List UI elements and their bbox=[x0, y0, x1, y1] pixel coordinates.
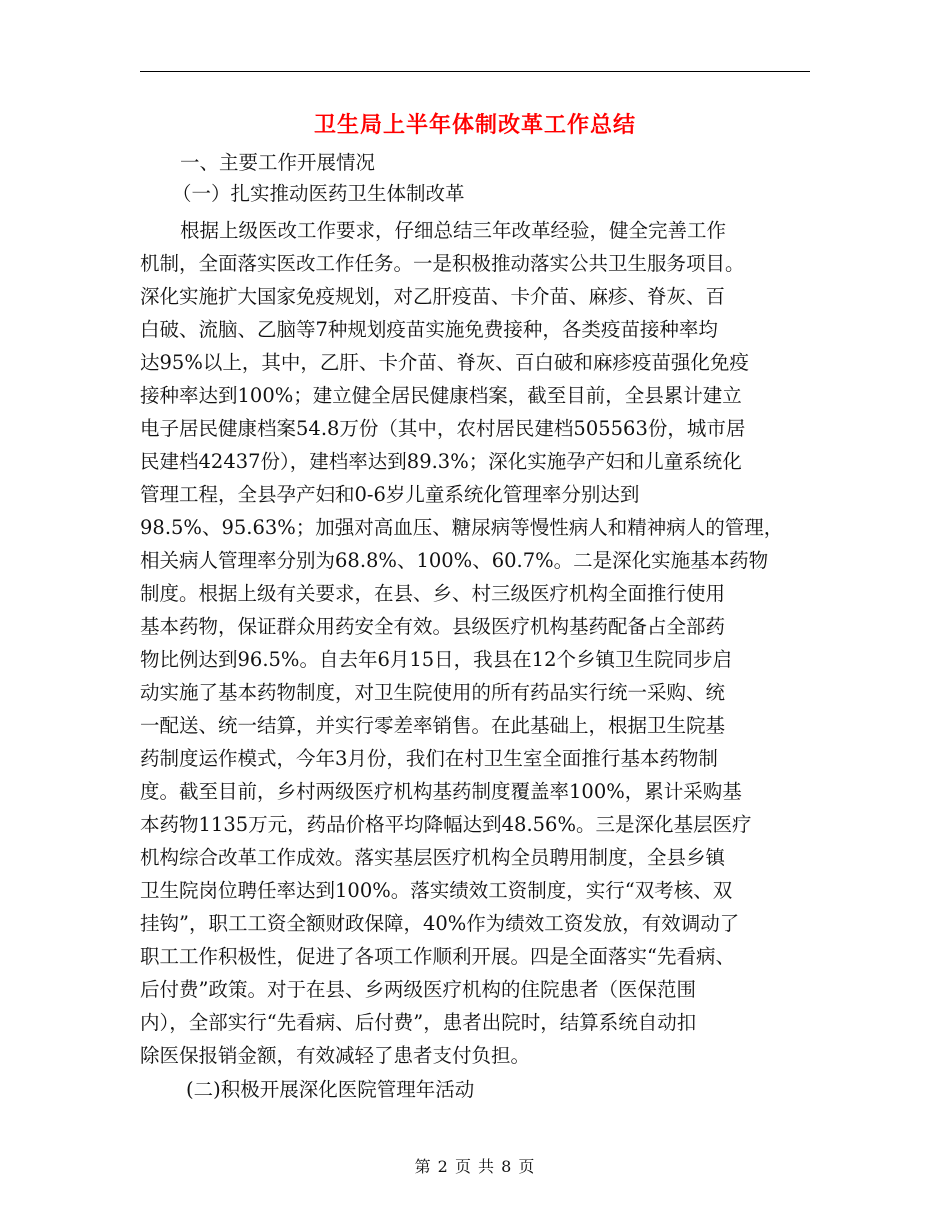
paragraph-line: 卫生院岗位聘任率达到100%。落实绩效工资制度，实行“双考核、双 bbox=[140, 879, 733, 902]
paragraph-line: 根据上级医改工作要求，仔细总结三年改革经验，健全完善工作 bbox=[180, 219, 727, 242]
subsection-heading-2: (二)积极开展深化医院管理年活动 bbox=[186, 1078, 475, 1101]
paragraph-line: 98.5%、95.63%；加强对高血压、糖尿病等慢性病人和精神病人的管理， bbox=[140, 516, 784, 539]
paragraph-line: 挂钩”，职工工资全额财政保障，40%作为绩效工资发放，有效调动了 bbox=[140, 912, 740, 935]
paragraph-line: 内），全部实行“先看病、后付费”，患者出院时，结算系统自动扣 bbox=[140, 1011, 697, 1034]
paragraph-line: 深化实施扩大国家免疫规划，对乙肝疫苗、卡介苗、麻疹、脊灰、百 bbox=[140, 285, 726, 308]
paragraph-line: 白破、流脑、乙脑等7种规划疫苗实施免费接种，各类疫苗接种率均 bbox=[140, 318, 718, 341]
paragraph-line: 接种率达到100%；建立健全居民健康档案，截至目前，全县累计建立 bbox=[140, 384, 742, 407]
paragraph-line: 达95%以上，其中，乙肝、卡介苗、脊灰、百白破和麻疹疫苗强化免疫 bbox=[140, 351, 749, 374]
paragraph-line: 民建档42437份），建档率达到89.3%；深化实施孕产妇和儿童系统化 bbox=[140, 450, 742, 473]
subsection-heading-1: （一）扎实推动医药卫生体制改革 bbox=[172, 182, 465, 205]
paragraph-line: 动实施了基本药物制度，对卫生院使用的所有药品实行统一采购、统 bbox=[140, 681, 726, 704]
header-rule bbox=[140, 71, 810, 72]
paragraph-line: 管理工程，全县孕产妇和0-6岁儿童系统化管理率分别达到 bbox=[140, 483, 640, 506]
paragraph-line: 除医保报销金额，有效减轻了患者支付负担。 bbox=[140, 1044, 531, 1067]
document-title: 卫生局上半年体制改革工作总结 bbox=[313, 112, 636, 138]
paragraph-line: 一配送、统一结算，并实行零差率销售。在此基础上，根据卫生院基 bbox=[140, 714, 726, 737]
section-heading-1: 一、主要工作开展情况 bbox=[180, 151, 376, 174]
paragraph-line: 机制，全面落实医改工作任务。一是积极推动落实公共卫生服务项目。 bbox=[140, 252, 745, 275]
paragraph-line: 职工工作积极性，促进了各项工作顺利开展。四是全面落实“先看病、 bbox=[140, 945, 735, 968]
paragraph-line: 本药物1135万元，药品价格平均降幅达到48.56%。三是深化基层医疗 bbox=[140, 813, 752, 836]
paragraph-line: 机构综合改革工作成效。落实基层医疗机构全员聘用制度，全县乡镇 bbox=[140, 846, 726, 869]
paragraph-line: 制度。根据上级有关要求，在县、乡、村三级医疗机构全面推行使用 bbox=[140, 582, 726, 605]
paragraph-line: 物比例达到96.5%。自去年6月15日，我县在12个乡镇卫生院同步启 bbox=[140, 648, 732, 671]
paragraph-line: 电子居民健康档案54.8万份（其中，农村居民建档505563份，城市居 bbox=[140, 417, 746, 440]
paragraph-line: 度。截至目前，乡村两级医疗机构基药制度覆盖率100%，累计采购基 bbox=[140, 780, 742, 803]
paragraph-line: 基本药物，保证群众用药安全有效。县级医疗机构基药配备占全部药 bbox=[140, 615, 726, 638]
paragraph-line: 药制度运作模式，今年3月份，我们在村卫生室全面推行基本药物制 bbox=[140, 747, 718, 770]
paragraph-line: 相关病人管理率分别为68.8%、100%、60.7%。二是深化实施基本药物 bbox=[140, 549, 769, 572]
page-number: 第 2 页 共 8 页 bbox=[414, 1157, 536, 1176]
paragraph-line: 后付费”政策。对于在县、乡两级医疗机构的住院患者（医保范围 bbox=[140, 978, 696, 1001]
